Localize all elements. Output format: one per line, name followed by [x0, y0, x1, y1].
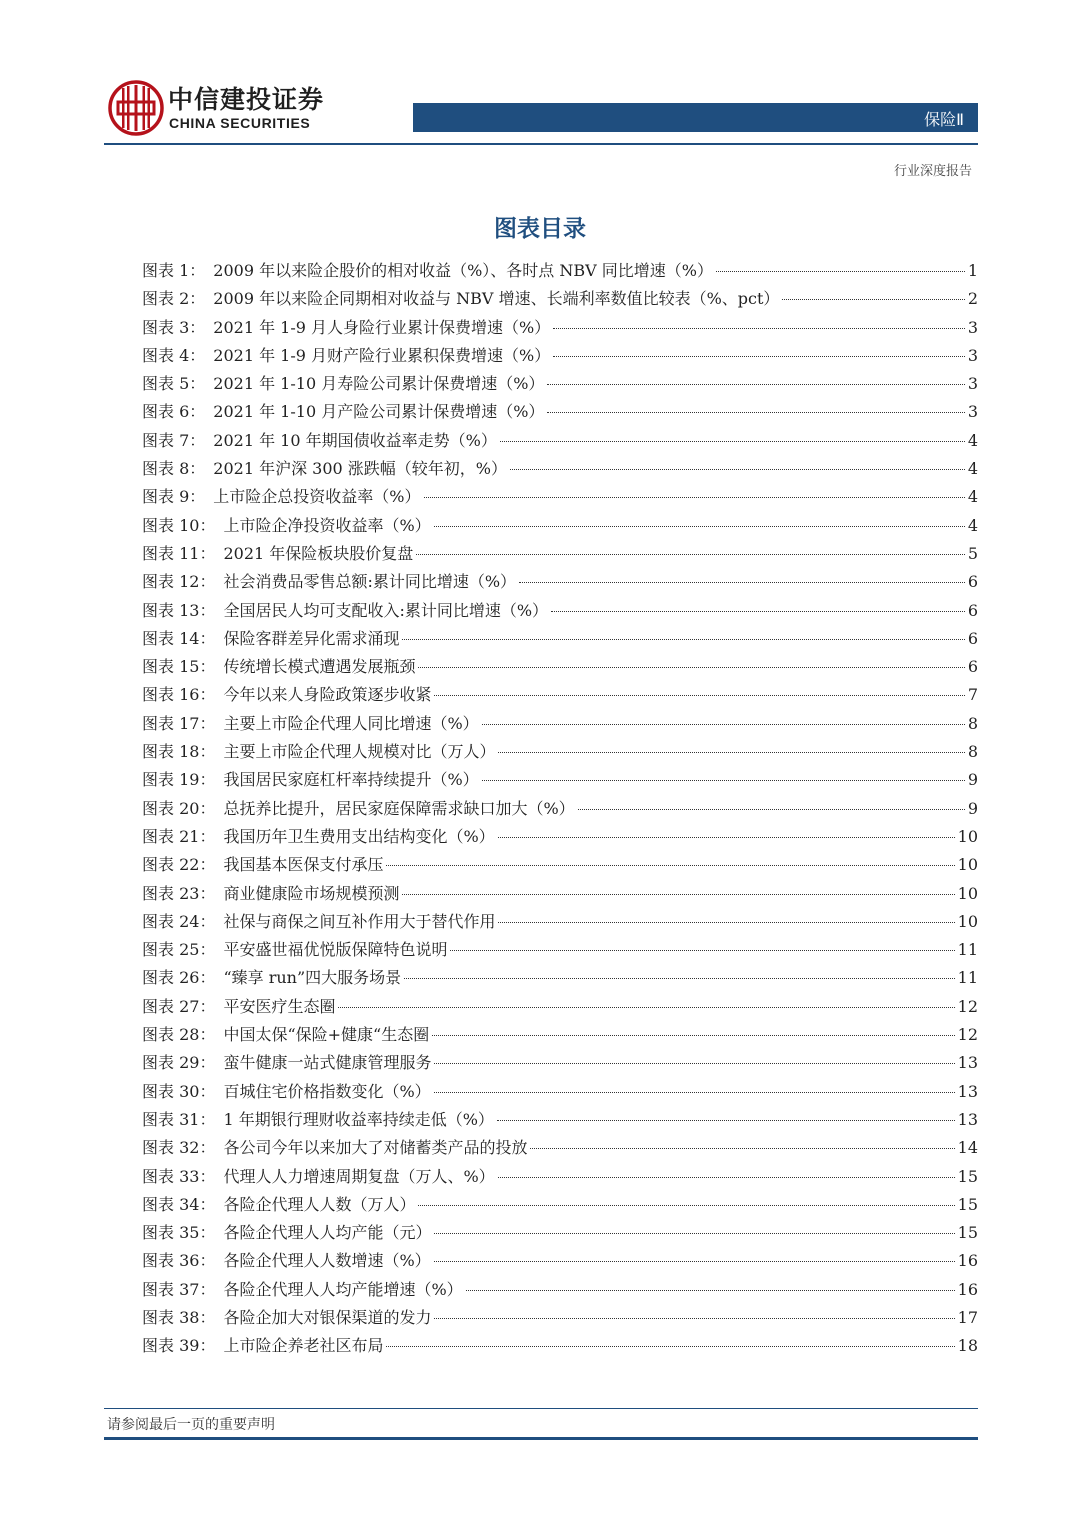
toc-entry-page: 10 — [957, 855, 978, 875]
toc-leader-dots — [404, 978, 954, 979]
toc-entry-page: 16 — [957, 1251, 978, 1271]
toc-entry-title: 代理人人力增速周期复盘（万人、%） — [223, 1166, 495, 1186]
toc-entry-page: 8 — [967, 742, 978, 762]
toc-entry-label: 图表 3： — [142, 317, 206, 337]
toc-leader-dots — [498, 1177, 955, 1178]
toc-leader-dots — [498, 752, 964, 753]
toc-leader-dots — [547, 412, 964, 413]
toc-entry[interactable] — [142, 993, 978, 1021]
toc-leader-dots — [434, 1063, 954, 1064]
footer-disclaimer: 请参阅最后一页的重要声明 — [107, 1417, 275, 1433]
toc-entry-page: 15 — [957, 1194, 978, 1214]
toc-entry-label: 图表 23： — [142, 883, 216, 903]
table-of-figures — [142, 257, 978, 1361]
toc-entry-page: 6 — [967, 657, 978, 677]
toc-leader-dots — [551, 611, 965, 612]
toc-entry-title: 全国居民人均可支配收入:累计同比增速（%） — [223, 600, 549, 620]
toc-entry-label: 图表 17： — [142, 713, 216, 733]
toc-entry[interactable] — [142, 285, 978, 313]
toc-entry[interactable] — [142, 851, 978, 879]
china-securities-logo-icon — [108, 80, 164, 136]
toc-leader-dots — [498, 922, 954, 923]
toc-entry-title: 2021 年沪深 300 涨跌幅（较年初，%） — [213, 459, 508, 479]
toc-entry-page: 7 — [967, 685, 978, 705]
toc-entry-page: 15 — [957, 1166, 978, 1186]
header-divider — [104, 143, 978, 145]
toc-entry-title: “臻享 run”四大服务场景 — [223, 968, 402, 988]
toc-leader-dots — [519, 582, 965, 583]
toc-entry-page: 12 — [957, 996, 978, 1016]
page-header — [0, 0, 1080, 150]
toc-entry-title: 我国居民家庭杠杆率持续提升（%） — [223, 770, 479, 790]
toc-entry[interactable] — [142, 936, 978, 964]
toc-entry-page: 9 — [967, 798, 978, 818]
toc-entry-page: 4 — [967, 487, 978, 507]
toc-entry-title: 各险企代理人人数（万人） — [223, 1194, 416, 1214]
toc-entry-page: 13 — [957, 1081, 978, 1101]
toc-entry[interactable] — [142, 1191, 978, 1219]
toc-leader-dots — [338, 1007, 954, 1008]
toc-entry-page: 10 — [957, 883, 978, 903]
toc-entry[interactable] — [142, 738, 978, 766]
toc-entry-title: 1 年期银行理财收益率持续走低（%） — [223, 1109, 494, 1129]
toc-entry-label: 图表 37： — [142, 1279, 216, 1299]
toc-leader-dots — [434, 1318, 954, 1319]
toc-entry[interactable] — [142, 1304, 978, 1332]
toc-entry-label: 图表 29： — [142, 1053, 216, 1073]
sector-label: 保险Ⅱ — [924, 110, 964, 129]
toc-entry[interactable] — [142, 1332, 978, 1360]
toc-entry-label: 图表 18： — [142, 742, 216, 762]
toc-leader-dots — [434, 695, 964, 696]
toc-leader-dots — [578, 809, 965, 810]
toc-entry-title: 2021 年保险板块股价复盘 — [223, 543, 414, 563]
toc-leader-dots — [482, 724, 965, 725]
toc-entry[interactable] — [142, 427, 978, 455]
toc-entry[interactable] — [142, 795, 978, 823]
toc-entry-label: 图表 1： — [142, 261, 206, 280]
toc-entry[interactable] — [142, 823, 978, 851]
toc-entry[interactable] — [142, 710, 978, 738]
toc-entry-page: 3 — [967, 345, 978, 365]
toc-entry[interactable] — [142, 1134, 978, 1162]
toc-entry-page: 11 — [957, 940, 978, 960]
toc-leader-dots — [434, 526, 965, 527]
toc-entry-title: 我国基本医保支付承压 — [223, 855, 384, 875]
toc-entry[interactable] — [142, 568, 978, 596]
toc-entry-title: 上市险企总投资收益率（%） — [213, 487, 421, 507]
toc-leader-dots — [434, 1092, 955, 1093]
toc-entry-title: 2021 年 1-9 月财产险行业累积保费增速（%） — [213, 345, 551, 365]
toc-entry-title: 2021 年 1-10 月产险公司累计保费增速（%） — [213, 402, 545, 422]
toc-entry-label: 图表 26： — [142, 968, 216, 988]
toc-entry[interactable] — [142, 398, 978, 426]
toc-entry-page: 6 — [967, 628, 978, 648]
toc-leader-dots — [782, 299, 964, 300]
toc-leader-dots — [386, 865, 954, 866]
toc-leader-dots — [500, 441, 965, 442]
toc-entry[interactable] — [142, 1219, 978, 1247]
toc-entry-label: 图表 14： — [142, 628, 216, 648]
toc-entry[interactable] — [142, 1049, 978, 1077]
toc-entry-page: 6 — [967, 600, 978, 620]
toc-entry[interactable] — [142, 314, 978, 342]
toc-entry[interactable] — [142, 370, 978, 398]
toc-leader-dots — [553, 328, 965, 329]
toc-leader-dots — [450, 950, 954, 951]
footer-divider-top — [104, 1408, 978, 1409]
toc-entry-label: 图表 4： — [142, 345, 206, 365]
toc-entry[interactable] — [142, 455, 978, 483]
toc-entry-page: 12 — [957, 1025, 978, 1045]
sector-band — [413, 103, 978, 132]
toc-entry[interactable] — [142, 964, 978, 992]
toc-entry-title: 商业健康险市场规模预测 — [223, 883, 400, 903]
toc-entry-page: 3 — [967, 374, 978, 394]
toc-entry-label: 图表 22： — [142, 855, 216, 875]
toc-entry-label: 图表 13： — [142, 600, 216, 620]
toc-entry-title: 中国太保“保险+健康“生态圈 — [223, 1025, 430, 1045]
toc-entry-title: 2021 年 1-10 月寿险公司累计保费增速（%） — [213, 374, 545, 394]
toc-entry-label: 图表 36： — [142, 1251, 216, 1271]
toc-entry-page: 9 — [967, 770, 978, 790]
toc-entry-title: 2021 年 1-9 月人身险行业累计保费增速（%） — [213, 317, 551, 337]
toc-entry[interactable] — [142, 257, 978, 285]
toc-entry-page: 3 — [967, 402, 978, 422]
toc-entry-label: 图表 32： — [142, 1138, 216, 1158]
toc-entry-label: 图表 19： — [142, 770, 216, 790]
toc-entry-label: 图表 39： — [142, 1336, 216, 1356]
toc-entry[interactable] — [142, 653, 978, 681]
toc-entry[interactable] — [142, 1021, 978, 1049]
toc-entry-title: 社会消费品零售总额:累计同比增速（%） — [223, 572, 517, 592]
toc-entry-page: 4 — [967, 430, 978, 450]
toc-entry-label: 图表 2： — [142, 289, 206, 309]
toc-entry-title: 蛮牛健康一站式健康管理服务 — [223, 1053, 432, 1073]
toc-entry-title: 2009 年以来险企同期相对收益与 NBV 增速、长端利率数值比较表（%、pct） — [213, 289, 780, 309]
toc-entry-title: 上市险企养老社区布局 — [223, 1336, 384, 1356]
toc-entry-title: 主要上市险企代理人同比增速（%） — [223, 713, 479, 733]
toc-entry[interactable] — [142, 483, 978, 511]
toc-entry-title: 平安盛世福优悦版保障特色说明 — [223, 940, 448, 960]
toc-entry[interactable] — [142, 597, 978, 625]
toc-entry-title: 社保与商保之间互补作用大于替代作用 — [223, 911, 496, 931]
toc-leader-dots — [547, 384, 964, 385]
toc-entry-title: 2009 年以来险企股价的相对收益（%）、各时点 NBV 同比增速（%） — [213, 261, 713, 280]
toc-entry-page: 13 — [957, 1109, 978, 1129]
toc-entry-page: 6 — [967, 572, 978, 592]
toc-entry-title: 百城住宅价格指数变化（%） — [223, 1081, 431, 1101]
toc-leader-dots — [510, 469, 965, 470]
toc-entry-page: 8 — [967, 713, 978, 733]
toc-entry[interactable] — [142, 1078, 978, 1106]
toc-entry-label: 图表 20： — [142, 798, 216, 818]
toc-leader-dots — [497, 1120, 955, 1121]
toc-entry-label: 图表 7： — [142, 430, 206, 450]
toc-leader-dots — [498, 837, 955, 838]
toc-leader-dots — [416, 554, 965, 555]
company-name-en: CHINA SECURITIES — [169, 115, 311, 131]
toc-entry[interactable] — [142, 512, 978, 540]
toc-entry-title: 2021 年 10 年期国债收益率走势（%） — [213, 430, 497, 450]
toc-entry-label: 图表 24： — [142, 911, 216, 931]
toc-entry-label: 图表 11： — [142, 543, 216, 563]
toc-entry-title: 各险企代理人人均产能（元） — [223, 1223, 432, 1243]
toc-entry-page: 16 — [957, 1279, 978, 1299]
toc-entry-page: 2 — [967, 289, 978, 309]
toc-entry-title: 各险企加大对银保渠道的发力 — [223, 1307, 432, 1327]
toc-entry-label: 图表 35： — [142, 1223, 216, 1243]
toc-entry-label: 图表 6： — [142, 402, 206, 422]
toc-entry[interactable] — [142, 908, 978, 936]
toc-entry-page: 15 — [957, 1223, 978, 1243]
toc-entry[interactable] — [142, 766, 978, 794]
toc-leader-dots — [402, 894, 954, 895]
toc-entry-label: 图表 33： — [142, 1166, 216, 1186]
toc-entry-title: 平安医疗生态圈 — [223, 996, 336, 1016]
toc-entry-page: 13 — [957, 1053, 978, 1073]
toc-entry-page: 3 — [967, 317, 978, 337]
toc-leader-dots — [418, 1205, 954, 1206]
toc-entry-label: 图表 31： — [142, 1109, 216, 1129]
toc-entry-label: 图表 12： — [142, 572, 216, 592]
toc-entry-title: 保险客群差异化需求涌现 — [223, 628, 400, 648]
toc-entry-title: 各险企代理人人均产能增速（%） — [223, 1279, 463, 1299]
toc-entry-page: 4 — [967, 459, 978, 479]
toc-entry-label: 图表 38： — [142, 1307, 216, 1327]
toc-entry[interactable] — [142, 1247, 978, 1275]
toc-entry-title: 总抚养比提升，居民家庭保障需求缺口加大（%） — [223, 798, 575, 818]
toc-leader-dots — [553, 356, 965, 357]
toc-entry-label: 图表 16： — [142, 685, 216, 705]
company-name-cn: 中信建投证券 — [168, 85, 325, 114]
toc-entry-label: 图表 28： — [142, 1025, 216, 1045]
toc-entry-page: 11 — [957, 968, 978, 988]
toc-entry-label: 图表 34： — [142, 1194, 216, 1214]
toc-leader-dots — [530, 1148, 954, 1149]
toc-leader-dots — [424, 497, 965, 498]
toc-entry-page: 5 — [967, 543, 978, 563]
toc-entry-label: 图表 9： — [142, 487, 206, 507]
toc-leader-dots — [434, 1233, 954, 1234]
toc-entry-title: 传统增长模式遭遇发展瓶颈 — [223, 657, 416, 677]
toc-leader-dots — [716, 271, 965, 272]
footer-divider-bottom — [104, 1437, 978, 1440]
report-type: 行业深度报告 — [893, 164, 972, 179]
toc-entry-label: 图表 5： — [142, 374, 206, 394]
toc-entry[interactable] — [142, 540, 978, 568]
toc-entry[interactable] — [142, 1106, 978, 1134]
toc-entry-title: 我国历年卫生费用支出结构变化（%） — [223, 826, 495, 846]
toc-leader-dots — [402, 639, 964, 640]
toc-entry[interactable] — [142, 625, 978, 653]
toc-entry-label: 图表 8： — [142, 459, 206, 479]
toc-entry[interactable] — [142, 342, 978, 370]
toc-leader-dots — [432, 1035, 954, 1036]
toc-entry-title: 今年以来人身险政策逐步收紧 — [223, 685, 432, 705]
toc-entry-page: 10 — [957, 911, 978, 931]
toc-entry-title: 主要上市险企代理人规模对比（万人） — [223, 742, 496, 762]
toc-entry-label: 图表 25： — [142, 940, 216, 960]
toc-entry-page: 4 — [967, 515, 978, 535]
toc-entry-label: 图表 21： — [142, 826, 216, 846]
toc-leader-dots — [434, 1261, 955, 1262]
toc-entry[interactable] — [142, 1163, 978, 1191]
toc-leader-dots — [386, 1346, 954, 1347]
toc-entry[interactable] — [142, 1276, 978, 1304]
toc-entry-label: 图表 15： — [142, 657, 216, 677]
toc-entry[interactable] — [142, 880, 978, 908]
toc-entry-page: 10 — [957, 826, 978, 846]
toc-entry-page: 17 — [957, 1307, 978, 1327]
toc-entry-title: 各公司今年以来加大了对储蓄类产品的投放 — [223, 1138, 528, 1158]
toc-entry-label: 图表 30： — [142, 1081, 216, 1101]
toc-entry-title: 上市险企净投资收益率（%） — [223, 515, 431, 535]
toc-entry-label: 图表 27： — [142, 996, 216, 1016]
toc-entry-title: 各险企代理人人数增速（%） — [223, 1251, 431, 1271]
toc-entry-page: 1 — [967, 261, 978, 280]
toc-entry-page: 14 — [957, 1138, 978, 1158]
toc-entry[interactable] — [142, 681, 978, 709]
toc-entry-page: 18 — [957, 1336, 978, 1356]
toc-leader-dots — [466, 1290, 955, 1291]
toc-title: 图表目录 — [494, 216, 586, 242]
toc-leader-dots — [482, 780, 965, 781]
toc-leader-dots — [418, 667, 964, 668]
toc-entry-label: 图表 10： — [142, 515, 216, 535]
